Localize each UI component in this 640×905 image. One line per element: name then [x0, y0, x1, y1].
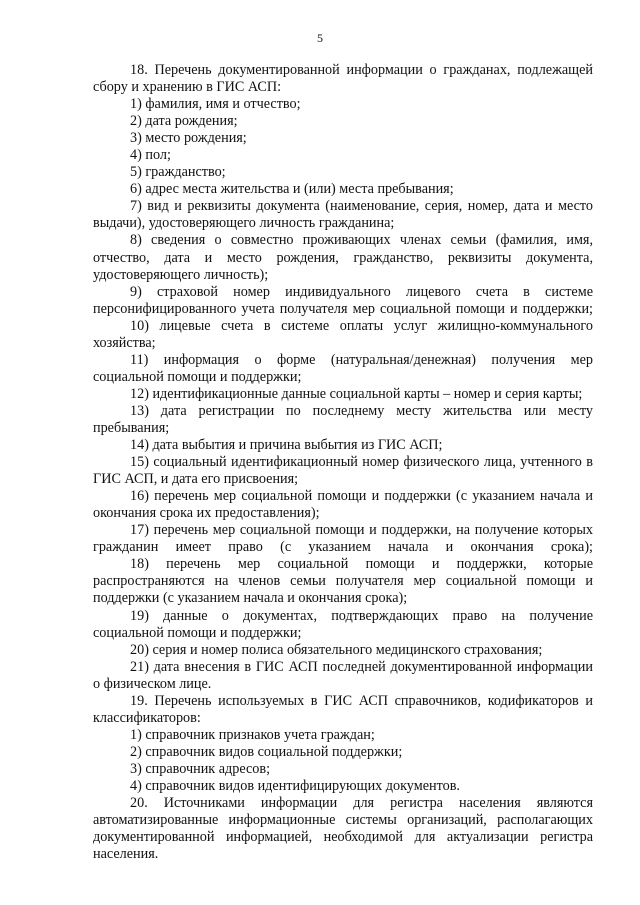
paragraph-18: 17) перечень мер социальной помощи и поддержки, на получение которых гражданин имеет право (с указанием начала и окончания срока); [93, 522, 593, 556]
paragraph-16: 15) социальный идентификационный номер физического лица, учтенного в ГИС АСП, и дата его присвоения; [93, 454, 593, 488]
paragraph-12: 11) информация о форме (натуральная/денежная) получения мер социальной помощи и поддержки; [93, 351, 593, 385]
paragraph-11: 10) лицевые счета в системе оплаты услуг жилищно-коммунального хозяйства; [93, 317, 593, 351]
paragraph-2: 1) фамилия, имя и отчество; [130, 96, 301, 113]
paragraph-7: 6) адрес места жительства и (или) места пребывания; [130, 181, 454, 198]
paragraph-17: 16) перечень мер социальной помощи и поддержки (с указанием начала и окончания срока их предоставления); [93, 488, 593, 522]
paragraph-9: 8) сведения о совместно проживающих членах семьи (фамилия, имя, отчество, дата и место рождения, гражданство, реквизиты документа, удостоверяющего личность); [93, 232, 593, 283]
paragraph-14: 13) дата регистрации по последнему месту жительства или месту пребывания; [93, 402, 593, 436]
paragraph-4: 3) место рождения; [130, 130, 247, 147]
paragraph-26: 3) справочник адресов; [130, 760, 271, 777]
paragraph-15: 14) дата выбытия и причина выбытия из ГИС АСП; [130, 437, 443, 454]
paragraph-24: 1) справочник признаков учета граждан; [130, 726, 375, 743]
paragraph-21: 20) серия и номер полиса обязательного медицинского страхования; [130, 641, 543, 658]
page-number: 5 [317, 31, 323, 45]
paragraph-20: 19) данные о документах, подтверждающих право на получение социальной помощи и поддержки; [93, 607, 593, 641]
paragraph-8: 7) вид и реквизиты документа (наименование, серия, номер, дата и место выдачи), удостоверяющего личность гражданина; [93, 198, 593, 232]
paragraph-3: 2) дата рождения; [130, 113, 238, 130]
paragraph-19: 18) перечень мер социальной помощи и поддержки, которые распространяются на членов семьи получателя мер социальной помощи и поддержки (с указанием начала и окончания срока); [93, 556, 593, 607]
paragraph-6: 5) гражданство; [130, 164, 226, 181]
paragraph-27: 4) справочник видов идентифицирующих документов. [130, 777, 460, 794]
paragraph-13: 12) идентификационные данные социальной карты – номер и серия карты; [130, 385, 583, 402]
paragraph-22: 21) дата внесения в ГИС АСП последней документированной информации о физическом лице. [93, 658, 593, 692]
paragraph-23: 19. Перечень используемых в ГИС АСП справочников, кодификаторов и классификаторов: [93, 692, 593, 726]
paragraph-25: 2) справочник видов социальной поддержки; [130, 743, 403, 760]
paragraph-28: 20. Источниками информации для регистра населения являются автоматизированные информационные системы организаций, располагающих документированной информацией, необходимой для актуализации регистра населения. [93, 795, 593, 863]
paragraph-1: 18. Перечень документированной информации о гражданах, подлежащей сбору и хранению в ГИС АСП: [93, 62, 593, 96]
paragraph-10: 9) страховой номер индивидуального лицевого счета в системе персонифицированного учета получателя мер социальной помощи и поддержки; [93, 283, 593, 317]
paragraph-5: 4) пол; [130, 147, 171, 164]
document-body [93, 62, 593, 863]
